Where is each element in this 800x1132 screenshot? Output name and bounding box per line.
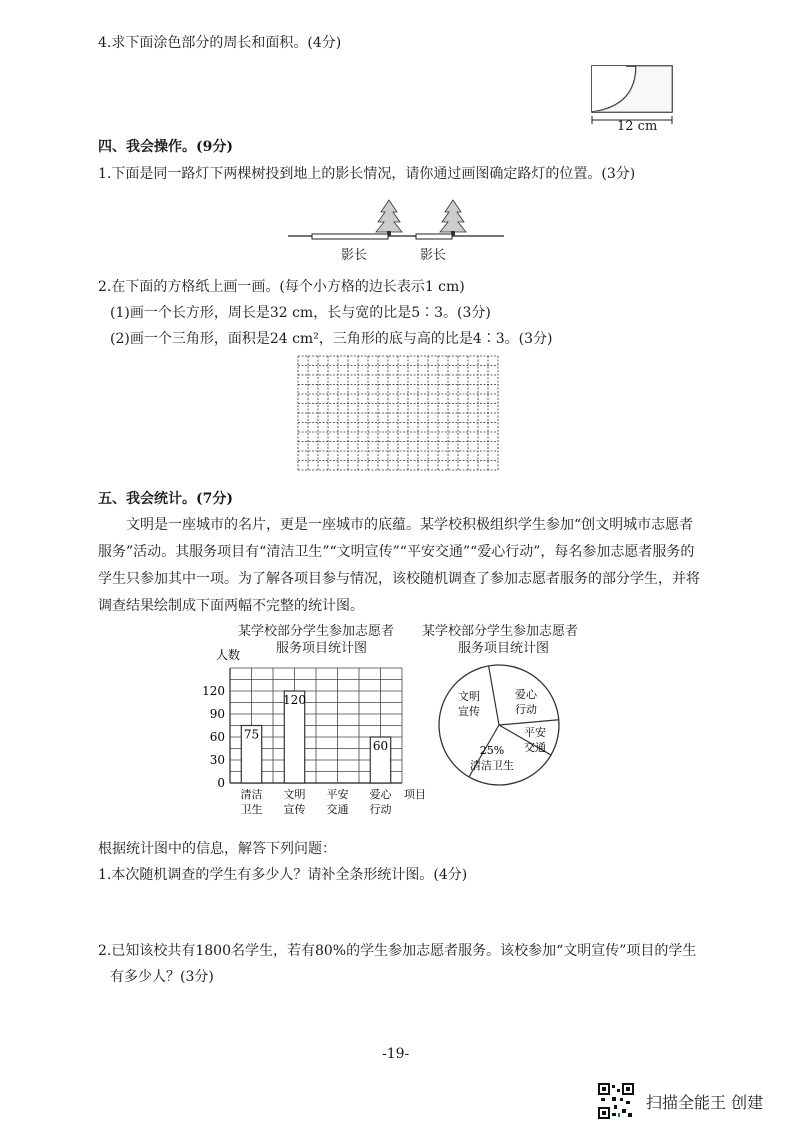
- pie-slice-label: 爱心: [515, 688, 537, 701]
- x-tick-label: 平安: [326, 788, 349, 801]
- y-tick-label: 0: [217, 776, 225, 790]
- section-4-title: 四、我会操作。(9分): [98, 139, 233, 155]
- instructions-line: 根据统计图中的信息，解答下列问题：: [98, 841, 336, 857]
- x-tick-label: 文明: [283, 788, 306, 801]
- pie-chart-subtitle: 服务项目统计图: [458, 641, 550, 656]
- pie-slice-label: 25%: [479, 744, 505, 757]
- y-tick-label: 90: [209, 707, 225, 721]
- bar-value-label: 120: [283, 693, 306, 707]
- qr-code-icon: [598, 1083, 634, 1119]
- section-4-q2-2: (2)画一个三角形，面积是24 cm²，三角形的底与高的比是4∶3。(3分): [110, 331, 553, 347]
- paragraph-line-1: 文明是一座城市的名片，更是一座城市的底蕴。某学校积极组织学生参加“创文明城市志愿者: [126, 517, 694, 533]
- y-tick-label: 120: [202, 684, 225, 698]
- pie-slice-label: 文明: [458, 690, 480, 703]
- shadow-label-right: 影长: [420, 248, 447, 263]
- bar-chart: [196, 646, 426, 818]
- shadow-label-left: 影长: [341, 248, 368, 263]
- paragraph-line-4: 调查结果绘制成下面两幅不完整的统计图。: [98, 598, 364, 614]
- pie-slice-label: 行动: [515, 703, 537, 716]
- x-tick-label: 爱心: [369, 788, 392, 801]
- section-5-q2-line-1: 2.已知该校共有1800名学生，若有80%的学生参加志愿者服务。该校参加“文明宣传”项目的学生: [98, 943, 697, 959]
- section-5-q2-line-2: 有多少人？(3分): [110, 969, 214, 985]
- y-axis-label: 人数: [216, 648, 241, 662]
- section-4-q2-1: (1)画一个长方形，周长是32 cm，长与宽的比是5∶3。(3分): [110, 305, 491, 321]
- pie-slice-label: 交通: [524, 741, 546, 754]
- bar-chart-subtitle: 服务项目统计图: [276, 641, 368, 656]
- x-tick-label: 行动: [369, 803, 392, 816]
- section-5-q1: 1.本次随机调查的学生有多少人？请补全条形统计图。(4分): [98, 867, 468, 883]
- pie-slice-label: 平安: [524, 726, 546, 739]
- tree-right-icon: [440, 200, 466, 236]
- x-tick-label: 清洁: [240, 788, 263, 801]
- grid-paper[interactable]: [296, 354, 506, 474]
- y-tick-label: 30: [209, 753, 225, 767]
- section-4-q1: 1.下面是同一路灯下两棵树投到地上的影长情况，请你通过画图确定路灯的位置。(3分): [98, 166, 636, 182]
- paragraph-line-2: 服务”活动。其服务项目有“清洁卫生”“文明宣传”“平安交通”“爱心行动”，每名参加志愿者服务的: [98, 544, 695, 560]
- bar-chart-title: 某学校部分学生参加志愿者: [238, 624, 395, 639]
- paragraph-line-3: 学生只参加其中一项。为了解各项目参与情况，该校随机调查了参加志愿者服务的部分学生，并将: [98, 571, 700, 587]
- pie-chart: [434, 660, 564, 790]
- page-number: -19-: [382, 1046, 410, 1062]
- pie-slice-label: 宣传: [458, 705, 480, 718]
- pie-slice-label: 清洁卫生: [470, 759, 514, 772]
- dimension-label: 12 cm: [617, 119, 658, 134]
- x-axis-label: 项目: [404, 788, 426, 801]
- question-4: 4.求下面涂色部分的周长和面积。(4分): [98, 35, 342, 51]
- bar-value-label: 60: [372, 739, 389, 753]
- tree-left-icon: [376, 200, 402, 236]
- pie-chart-title: 某学校部分学生参加志愿者: [422, 624, 579, 639]
- y-tick-label: 60: [209, 730, 225, 744]
- trees-shadow-figure: [286, 194, 506, 254]
- section-4-q2: 2.在下面的方格纸上画一画。(每个小方格的边长表示1 cm): [98, 279, 465, 295]
- x-tick-label: 交通: [326, 803, 349, 816]
- footer-watermark: 扫描全能王 创建: [646, 1093, 764, 1112]
- bar-value-label: 75: [243, 727, 260, 742]
- x-tick-label: 卫生: [240, 803, 263, 816]
- x-tick-label: 宣传: [283, 803, 306, 816]
- section-5-title: 五、我会统计。(7分): [98, 491, 233, 507]
